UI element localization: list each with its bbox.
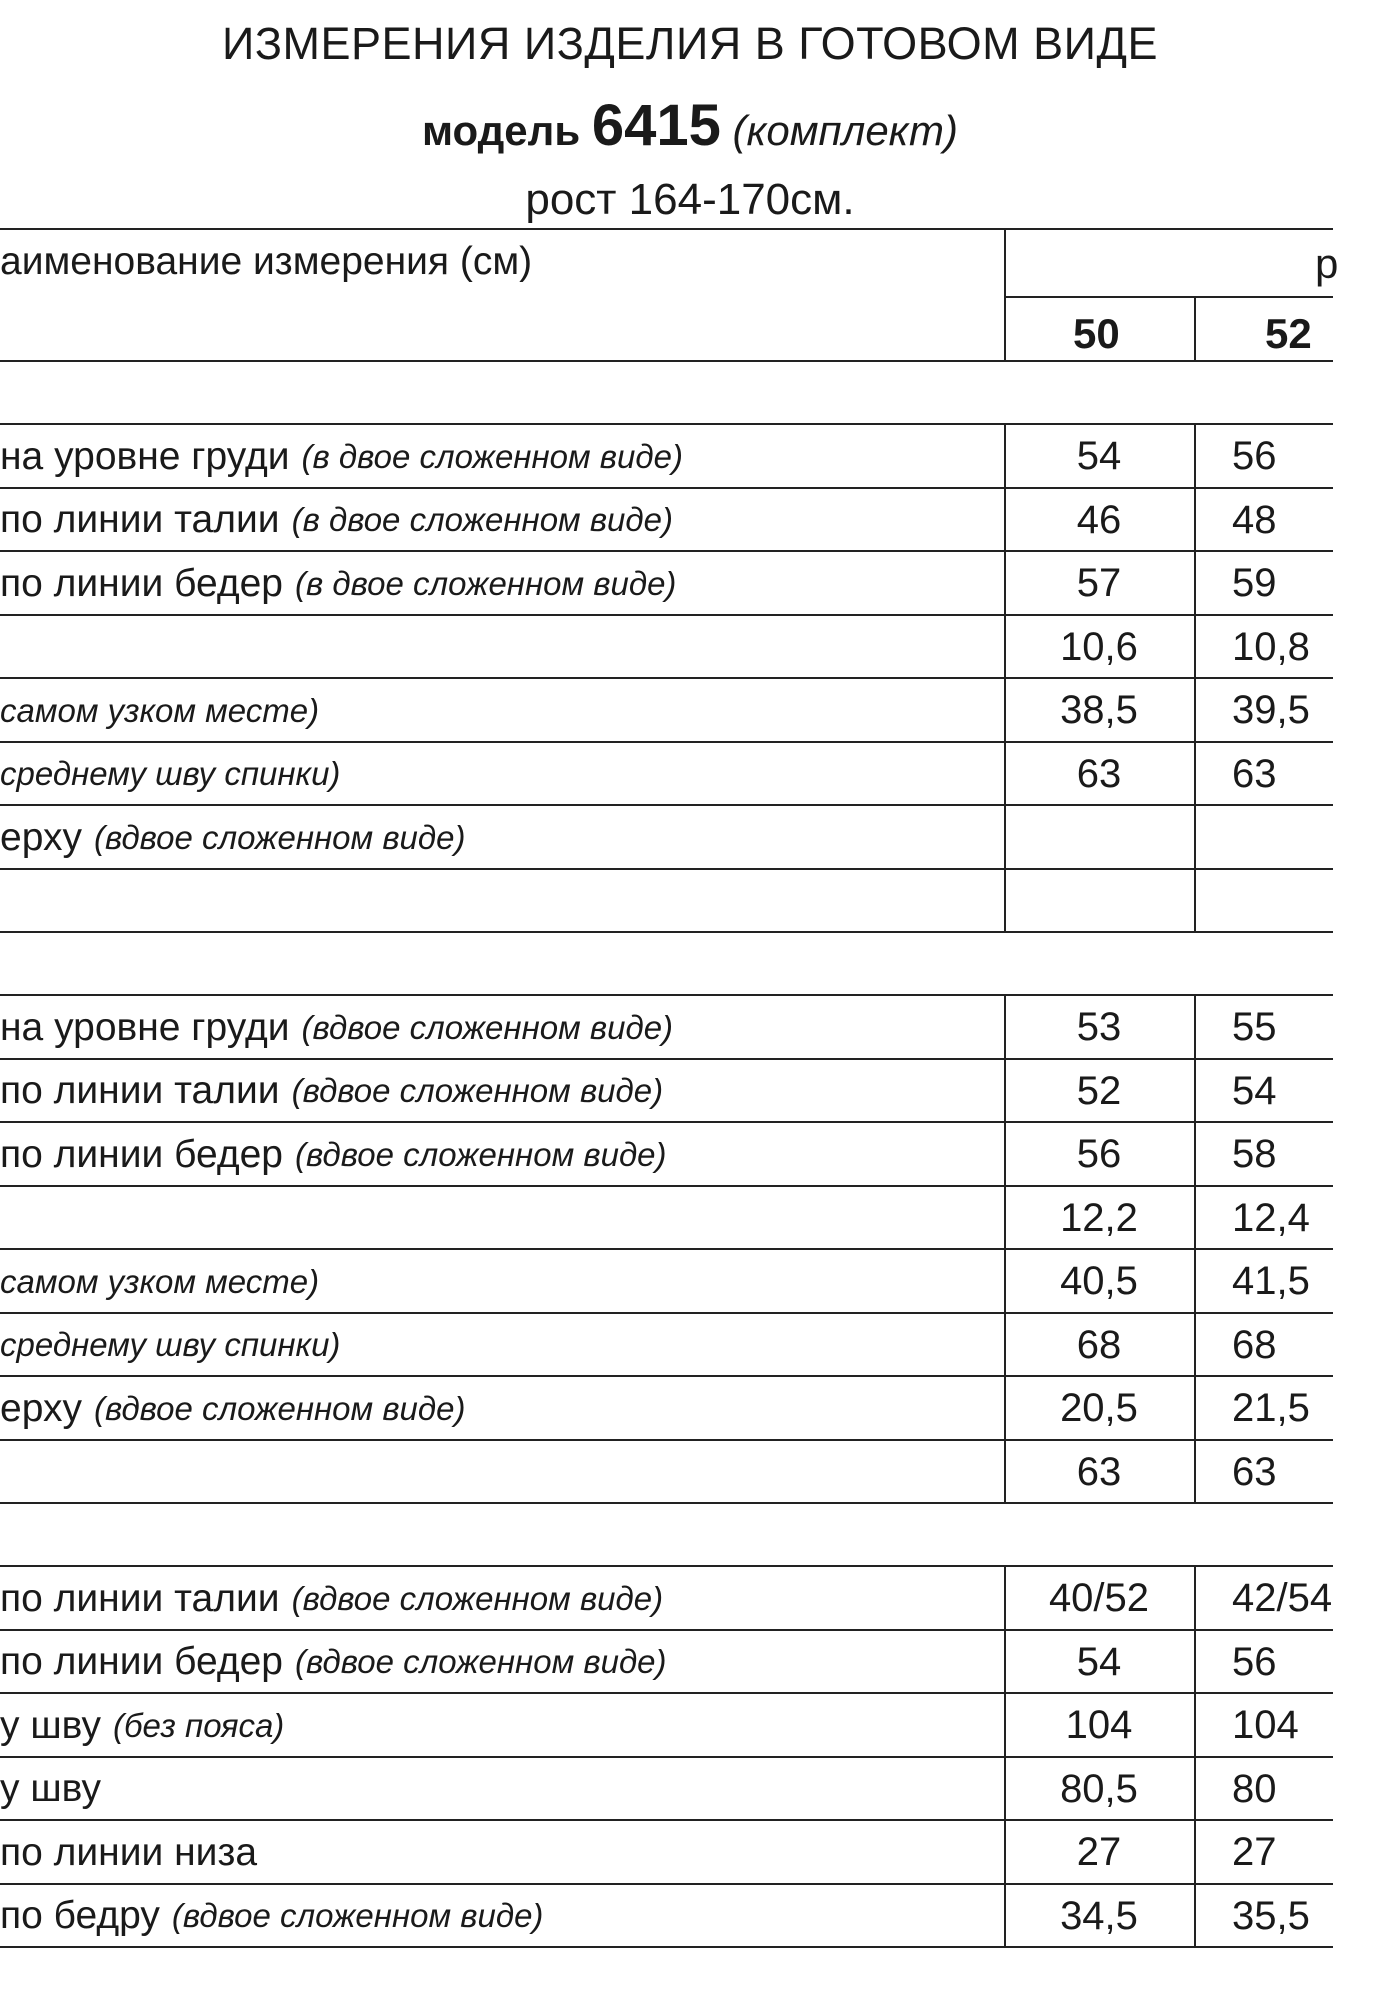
value-size-52: 42/54 [1232,1576,1333,1621]
measurement-label: на уровне груди [0,434,290,478]
value-size-50: 63 [1076,751,1122,796]
value-size-50: 53 [1076,1005,1122,1050]
table-row [0,1123,1333,1187]
measurement-name [0,806,1000,870]
table-row [0,1567,1333,1631]
value-size-50 [1005,870,1193,934]
document-title: ИЗМЕРЕНИЯ ИЗДЕЛИЯ В ГОТОВОМ ВИДЕ [222,18,1158,69]
measurement-name [0,1060,1000,1124]
measurement-name [0,489,1000,553]
measurement-label: по линии талии [0,1069,280,1113]
value-size-50: 40,5 [1060,1259,1138,1304]
measurement-name [0,1885,1000,1949]
value-size-52 [1196,870,1384,934]
measurement-name [0,425,1000,489]
value-size-50: 10,6 [1060,624,1138,669]
measurement-label: по линии талии [0,498,280,542]
table-row [0,616,1333,680]
value-size-50: 68 [1076,1322,1122,1367]
value-size-50 [1005,806,1193,870]
table-header [0,228,1339,362]
table-row [0,1631,1333,1695]
value-size-52: 41,5 [1232,1259,1310,1304]
value-size-52: 68 [1232,1322,1277,1367]
measurement-note: (вдвое сложенном виде) [93,1389,466,1427]
model-number: 6415 [591,93,721,158]
value-size-50: 54 [1076,434,1122,479]
measurement-note: (вдвое сложенном виде) [171,1897,544,1935]
measurement-note: самом узком месте) [0,1262,320,1300]
measurement-label: ерху [0,815,82,859]
size-group-header: р [1315,240,1339,287]
value-size-52: 12,4 [1232,1195,1310,1240]
measurement-name [0,616,1000,680]
table-section [0,425,1333,933]
value-size-52: 39,5 [1232,688,1310,733]
value-size-52: 48 [1232,497,1277,542]
measurement-label: по линии низа [0,1830,258,1874]
value-size-52: 58 [1232,1132,1277,1177]
value-size-52: 27 [1232,1830,1277,1875]
measurement-name [0,552,1000,616]
measurement-label: по бедру [0,1894,160,1938]
measurement-name [0,996,1000,1060]
measurement-note: среднему шву спинки) [0,755,341,793]
measurement-label: по линии бедер [0,1640,283,1684]
table-row [0,425,1333,489]
model-note: (комплект) [732,107,958,154]
measurement-label: по линии талии [0,1576,280,1620]
measurement-name [0,1187,1000,1251]
measurement-note: (в двое сложенном виде) [291,501,673,539]
value-size-52: 104 [1232,1703,1299,1748]
measurement-table [0,228,1339,1948]
table-row [0,806,1333,870]
measurement-note: среднему шву спинки) [0,1326,341,1364]
measurement-note: (без пояса) [113,1706,285,1744]
value-size-50: 46 [1076,497,1122,542]
measurement-name [0,1441,1000,1505]
value-size-52: 63 [1232,751,1277,796]
value-size-50: 57 [1076,561,1122,606]
measurement-name [0,679,1000,743]
table-row [0,1060,1333,1124]
size-header-50: 50 [1073,310,1120,357]
value-size-50: 104 [1065,1703,1133,1748]
value-size-52: 35,5 [1232,1893,1310,1938]
model-label: модель [422,107,581,154]
value-size-50: 56 [1076,1132,1122,1177]
measurement-note: (в двое сложенном виде) [295,564,677,602]
measurement-name [0,1758,1000,1822]
measurement-name [0,743,1000,807]
measurement-label: по линии бедер [0,1132,283,1176]
measurement-name [0,1821,1000,1885]
measurement-note: (вдвое сложенном виде) [301,1008,674,1046]
measurement-note: (вдвое сложенном виде) [291,1072,664,1110]
value-size-52 [1196,806,1384,870]
table-row [0,1821,1333,1885]
table-row [0,552,1333,616]
table-row [0,1441,1333,1505]
value-size-50: 40/52 [1048,1576,1150,1621]
table-row [0,1314,1333,1378]
measurement-name [0,1694,1000,1758]
value-size-52: 56 [1232,434,1277,479]
model-line [0,92,1380,159]
measurement-label: у шву [0,1767,101,1811]
measurement-name [0,1314,1000,1378]
value-size-52: 59 [1232,561,1277,606]
value-size-52: 63 [1232,1449,1277,1494]
size-header-52: 52 [1265,310,1312,357]
measurement-name [0,870,1000,934]
section-gap [0,1504,1333,1567]
table-row [0,1694,1333,1758]
table-row [0,1187,1333,1251]
measurement-label: на уровне груди [0,1005,290,1049]
value-size-50: 27 [1076,1830,1122,1875]
table-row [0,870,1333,934]
table-row [0,996,1333,1060]
value-size-50: 34,5 [1060,1893,1138,1938]
measurement-name [0,1631,1000,1695]
value-size-50: 80,5 [1060,1766,1138,1811]
table-row [0,1758,1333,1822]
measurement-note: (вдвое сложенном виде) [295,1135,667,1173]
value-size-52: 55 [1232,1005,1277,1050]
value-size-50: 63 [1076,1449,1122,1494]
section-gap [0,933,1333,996]
measurement-name [0,1250,1000,1314]
measurement-note: (вдвое сложенном виде) [295,1643,667,1681]
table-row [0,1250,1333,1314]
height-range: рост 164-170см. [525,175,855,224]
measurement-label: по линии бедер [0,561,283,605]
table-row [0,1885,1333,1949]
value-size-50: 12,2 [1060,1195,1138,1240]
value-size-52: 54 [1232,1068,1277,1113]
value-size-52: 56 [1232,1639,1277,1684]
value-size-52: 10,8 [1232,624,1310,669]
table-row [0,743,1333,807]
measurement-note: (в двое сложенном виде) [301,437,683,475]
value-size-52: 21,5 [1232,1386,1310,1431]
value-size-50: 20,5 [1060,1386,1138,1431]
value-size-50: 54 [1076,1639,1122,1684]
measurement-note: (вдвое сложенном виде) [291,1579,664,1617]
value-size-50: 38,5 [1060,688,1138,733]
measurement-note: (вдвое сложенном виде) [93,818,466,856]
section-gap [0,362,1333,425]
measurement-label: ерху [0,1386,82,1430]
measurement-label: у шву [0,1703,101,1747]
table-row [0,679,1333,743]
measurement-note: самом узком месте) [0,691,320,729]
name-column-header: аименование измерения (см) [0,240,533,283]
value-size-50: 52 [1076,1068,1122,1113]
table-row [0,1377,1333,1441]
value-size-52: 80 [1232,1766,1277,1811]
table-row [0,489,1333,553]
measurement-name [0,1377,1000,1441]
measurement-name [0,1123,1000,1187]
table-section [0,1567,1333,1948]
measurement-name [0,1567,1000,1631]
table-section [0,996,1333,1504]
